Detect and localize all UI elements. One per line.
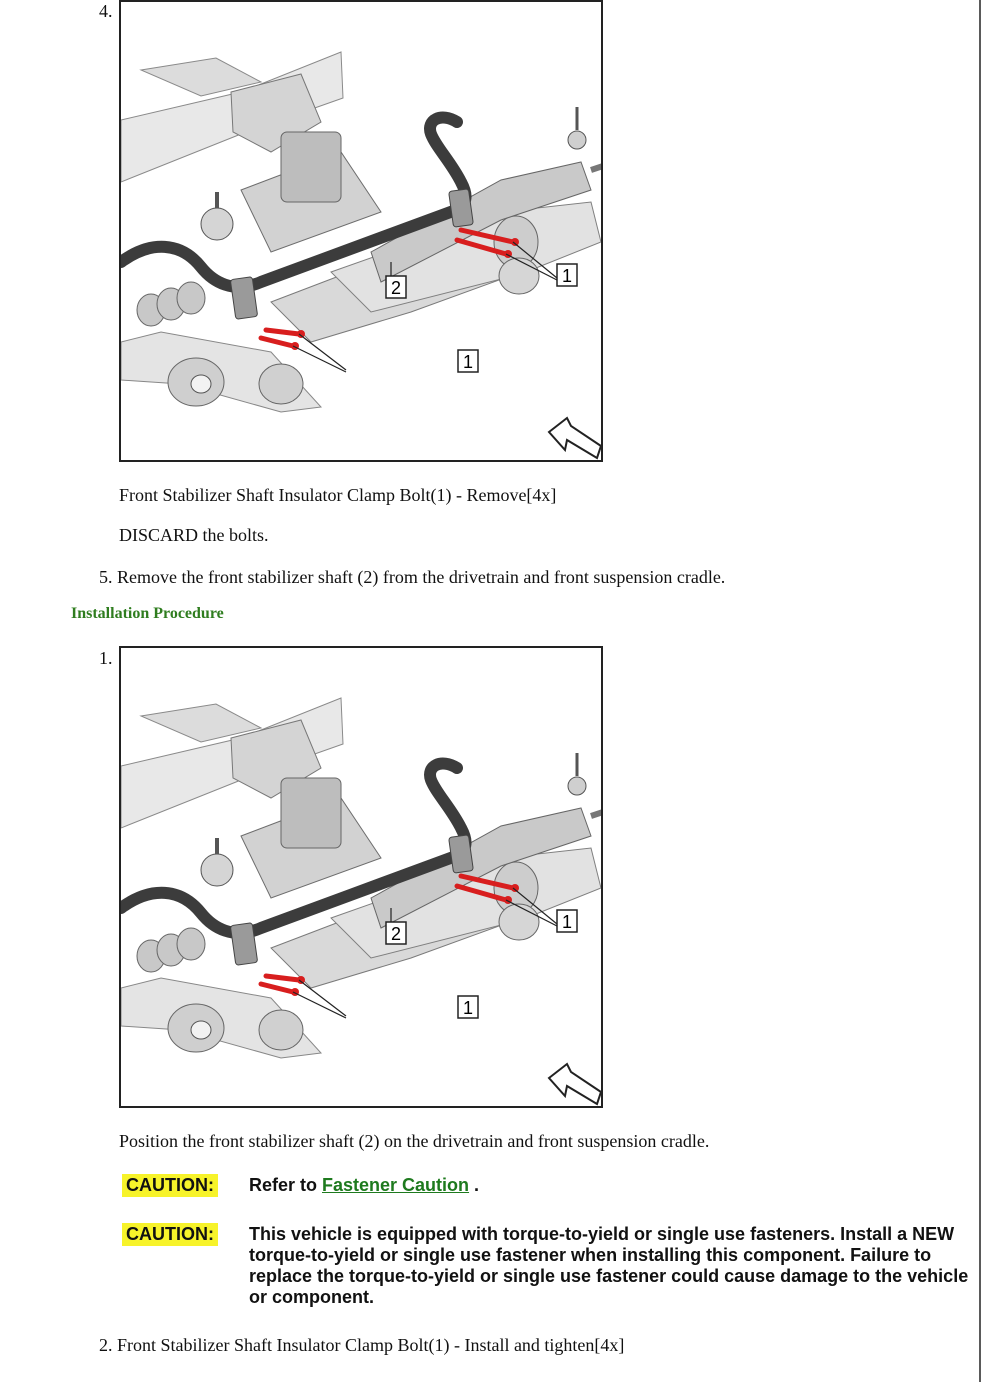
stabilizer-shaft-illustration-installation xyxy=(119,646,603,1108)
step2-text: 2. Front Stabilizer Shaft Insulator Clamp Bolt(1) - Install and tighten[4x] xyxy=(99,1335,625,1355)
caution-label: CAUTION: xyxy=(122,1174,218,1197)
caution-label: CAUTION: xyxy=(122,1223,218,1246)
caution-text: This vehicle is equipped with torque-to-yield or single use fasteners. Install a NEW torque-to-yield or single use fastener when installing this component. Failure to replace the torque-to-yield or single use fastener could cause damage to the vehicle or component. xyxy=(249,1224,969,1307)
callout-shaft-label: 2 xyxy=(390,924,402,944)
page-edge-rule xyxy=(979,0,981,1382)
caution-prefix: Refer to xyxy=(249,1175,323,1195)
caution-suffix: . xyxy=(469,1175,480,1195)
callout-bolt-label: 1 xyxy=(462,998,474,1018)
step-number: 1. xyxy=(99,648,113,668)
step4-note: DISCARD the bolts. xyxy=(119,525,269,545)
callout-shaft-label: 2 xyxy=(390,278,402,298)
step4-action: Front Stabilizer Shaft Insulator Clamp Bolt(1) - Remove[4x] xyxy=(119,485,557,505)
callout-bolt-label: 1 xyxy=(561,266,573,286)
stabilizer-shaft-illustration-removal xyxy=(119,0,603,462)
step5-text: 5. Remove the front stabilizer shaft (2) from the drivetrain and front suspension cradle. xyxy=(99,567,726,587)
fastener-caution-link[interactable]: Fastener Caution xyxy=(322,1175,470,1195)
step1-text: Position the front stabilizer shaft (2) on the drivetrain and front suspension cradle. xyxy=(119,1131,710,1151)
callout-bolt-label: 1 xyxy=(561,912,573,932)
callout-bolt-label: 1 xyxy=(462,352,474,372)
caution-text xyxy=(249,1175,969,1196)
caution-torque-to-yield xyxy=(122,1223,967,1313)
caution-fastener xyxy=(122,1174,967,1200)
step-number: 4. xyxy=(99,1,113,21)
installation-procedure-heading: Installation Procedure xyxy=(71,605,224,622)
